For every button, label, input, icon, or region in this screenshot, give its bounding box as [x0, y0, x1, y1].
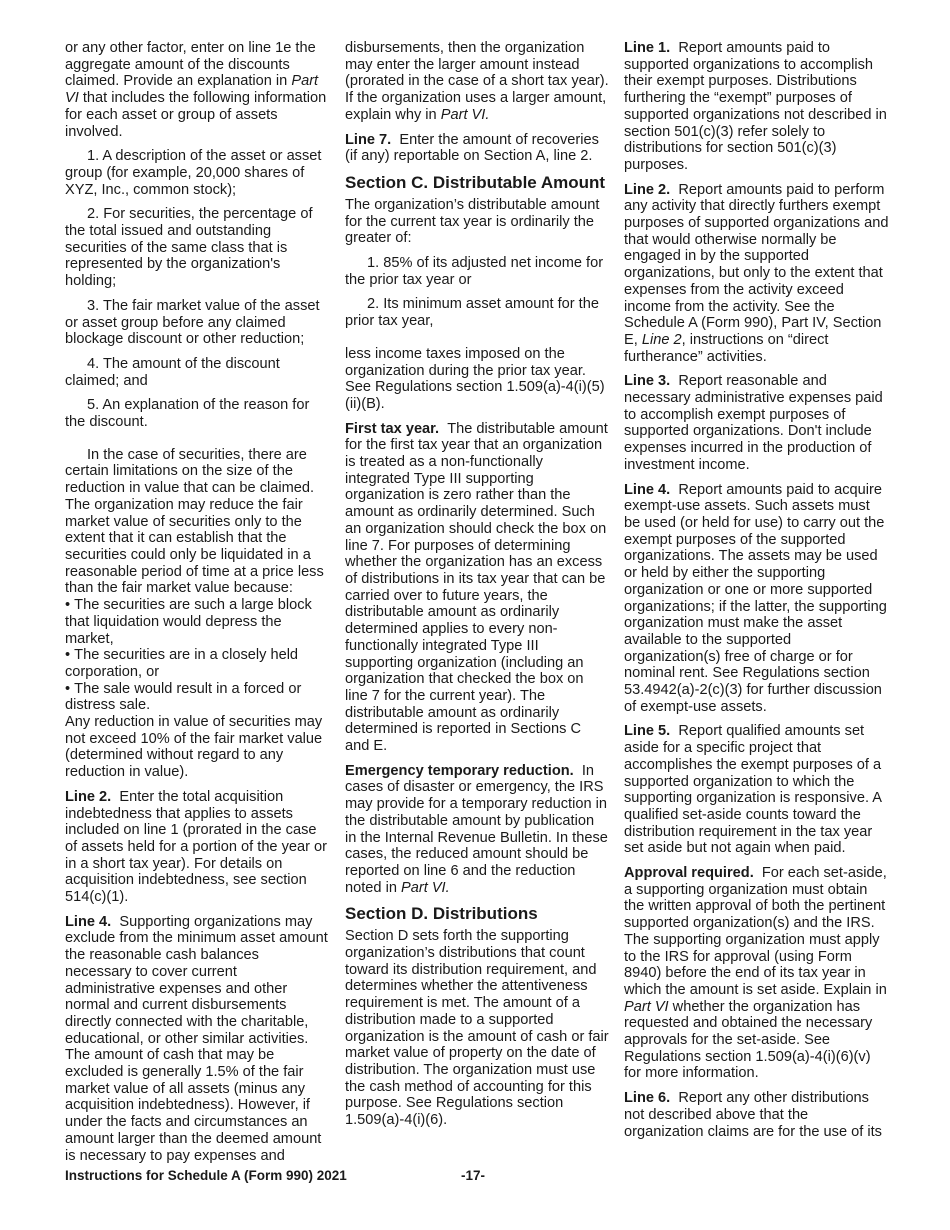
- column-1: [65, 40, 329, 1172]
- line-2-paragraph: Line 2. Report amounts paid to perform any activity that directly furthers exempt purposes of supported organizations and that would otherwise normally be engaged in by the supported organizations, but only to the extent that expenses from the activity exceed income from the activity. See the Schedule A (Form 990), Part IV, Section E, Line 2, instructions on “direct furtherance” activities.: [624, 181, 889, 365]
- page-number: -17-: [461, 1168, 486, 1183]
- line-7-paragraph: Line 7. Enter the amount of recoveries (if any) reportable on Section A, line 2.: [345, 131, 599, 165]
- list-item: 2. For securities, the percentage of the total issued and outstanding securities of the same class that is represented by the organization's holding;: [65, 206, 313, 290]
- column-3: [624, 40, 890, 1148]
- bullet-item: • The securities are in a closely held corporation, or: [65, 647, 329, 680]
- line-3-paragraph: Line 3. Report reasonable and necessary administrative expenses paid to accomplish exempt purposes of supported organizations. Don't include expenses incurred in the production of investment income.: [624, 373, 883, 473]
- line-5-paragraph: Line 5. Report qualified amounts set aside for a specific project that accomplishes the exempt purposes of a supported organization to which the supporting organization is responsive. A qualified set-aside counts toward the distribution requirement in the tax year set aside but not again when paid.: [624, 723, 882, 857]
- paragraph: Any reduction in value of securities may not exceed 10% of the fair market value (determined without regard to any reduction in value).: [65, 714, 323, 781]
- footer-title: Instructions for Schedule A (Form 990) 2021: [65, 1168, 347, 1183]
- approval-required-paragraph: Approval required. For each set-aside, a supporting organization must obtain the written approval of both the pertinent supported organization(s) and the IRS. The supporting organization must apply to the IRS for approval (using Form 8940) before the end of its tax year in which the amount is set aside. Explain in Part VI whether the organization has requested and obtained the necessary approvals for the set-aside. See Regulations section 1.509(a)-4(i)(6)(v) for more information.: [624, 865, 887, 1082]
- line-1-paragraph: Line 1. Report amounts paid to supported organizations to accomplish their exempt purposes. Distributions furthering the “exempt” purposes of supported organizations not described in section 501(c)(3) refer solely to distributions for section 501(c)(3) purposes.: [624, 40, 887, 173]
- emergency-reduction-paragraph: Emergency temporary reduction. In cases of disaster or emergency, the IRS may provide for a temporary reduction in the distributable amount by publication in the Internal Revenue Bulletin. In these cases, the reduced amount should be reported on line 6 and the reduction noted in Part VI.: [345, 762, 608, 896]
- list-item: 4. The amount of the discount claimed; and: [65, 355, 280, 389]
- line-2-paragraph: Line 2. Enter the total acquisition indebtedness that applies to assets included on line 1 (prorated in the case of assets held for a portion of the year or in a short tax year). For details on acquisition indebtedness, see section 514(c)(1).: [65, 788, 328, 906]
- paragraph: Section D sets forth the supporting organization’s distributions that count toward its distribution requirement, and determines whether the attentiveness requirement is met. The amount of a distribution made to a supported organization is the amount of cash or fair market value of property on the date of distribution. The organization must use the cash method of accounting for this purpose. See Regulations section 1.509(a)-4(i)(6).: [345, 928, 609, 1129]
- list-item: 5. An explanation of the reason for the discount.: [65, 397, 310, 431]
- paragraph: The organization’s distributable amount for the current tax year is ordinarily the greater of:: [345, 196, 600, 247]
- paragraph: or any other factor, enter on line 1e the aggregate amount of the discounts claimed. Provide an explanation in Part VI that includes the following information for each asset or group of assets involved.: [65, 40, 327, 140]
- list-item: 3. The fair market value of the asset or asset group before any claimed blockage discount or other reduction;: [65, 297, 320, 348]
- section-d-heading: Section D. Distributions: [345, 904, 538, 924]
- column-2: [345, 40, 609, 1137]
- list-item: 2. Its minimum asset amount for the prior tax year,: [345, 296, 599, 330]
- first-tax-year-paragraph: First tax year. The distributable amount for the first tax year that an organization is treated as a non-functionally integrated Type III supporting organization is zero rather than the amount as ordinarily determined. Such an organization should check the box on line 7. For purposes of determining whether the organization has an excess of distributions in its tax year that can be carried over to future years, the distributable amount as ordinarily determined applies to every non-functionally integrated Type III supporting organization (including an organization that checked the box on line 7 for the current year). The distributable amount as ordinarily determined is reported in Sections C and E.: [345, 420, 608, 755]
- paragraph: less income taxes imposed on the organization during the prior tax year. See Regulations section 1.509(a)-4(i)(5)(ii)(B).: [345, 345, 605, 412]
- bullet-item: • The sale would result in a forced or distress sale.: [65, 681, 329, 714]
- line-6-paragraph: Line 6. Report any other distributions not described above that the organization claims are for the use of its: [624, 1090, 882, 1140]
- bullet-item: • The securities are such a large block that liquidation would depress the market,: [65, 597, 329, 647]
- list-item: 1. 85% of its adjusted net income for the prior tax year or: [345, 255, 604, 288]
- section-c-heading: Section C. Distributable Amount: [345, 172, 606, 192]
- paragraph: In the case of securities, there are certain limitations on the size of the reduction in value that can be claimed. The organization may reduce the fair market value of securities only to the extent that it can establish that the securities could only be liquidated in a reasonable period of time at a price less than the fair market value because:: [65, 446, 324, 597]
- paragraph: disbursements, then the organization may enter the larger amount instead (prorated in the case of a short tax year). If the organization uses a larger amount, explain why in Part VI.: [345, 40, 609, 123]
- line-4-paragraph: Line 4. Supporting organizations may exclude from the minimum asset amount the reasonable cash balances necessary to cover current administrative expenses and other normal and current disbursements directly connected with the charitable, educational, or other similar activities. The amount of cash that may be excluded is generally 1.5% of the fair market value of all assets (minus any acquisition indebtedness). However, if under the facts and circumstances an amount larger than the deemed amount is necessary to pay expenses and: [65, 913, 328, 1164]
- list-item: 1. A description of the asset or asset group (for example, 20,000 shares of XYZ, Inc., common stock);: [65, 148, 322, 198]
- line-4-paragraph: Line 4. Report amounts paid to acquire exempt-use assets. Such assets must be used (or held for use) to carry out the exempt purposes of the supported organizations. The assets may be used or held by either the supporting organization or one or more supported organizations; if the latter, the supporting organization must make the asset available to the supported organization(s) free of charge or for nominal rent. See Regulations section 53.4942(a)-2(c)(3) for further discussion of exempt-use assets.: [624, 481, 887, 715]
